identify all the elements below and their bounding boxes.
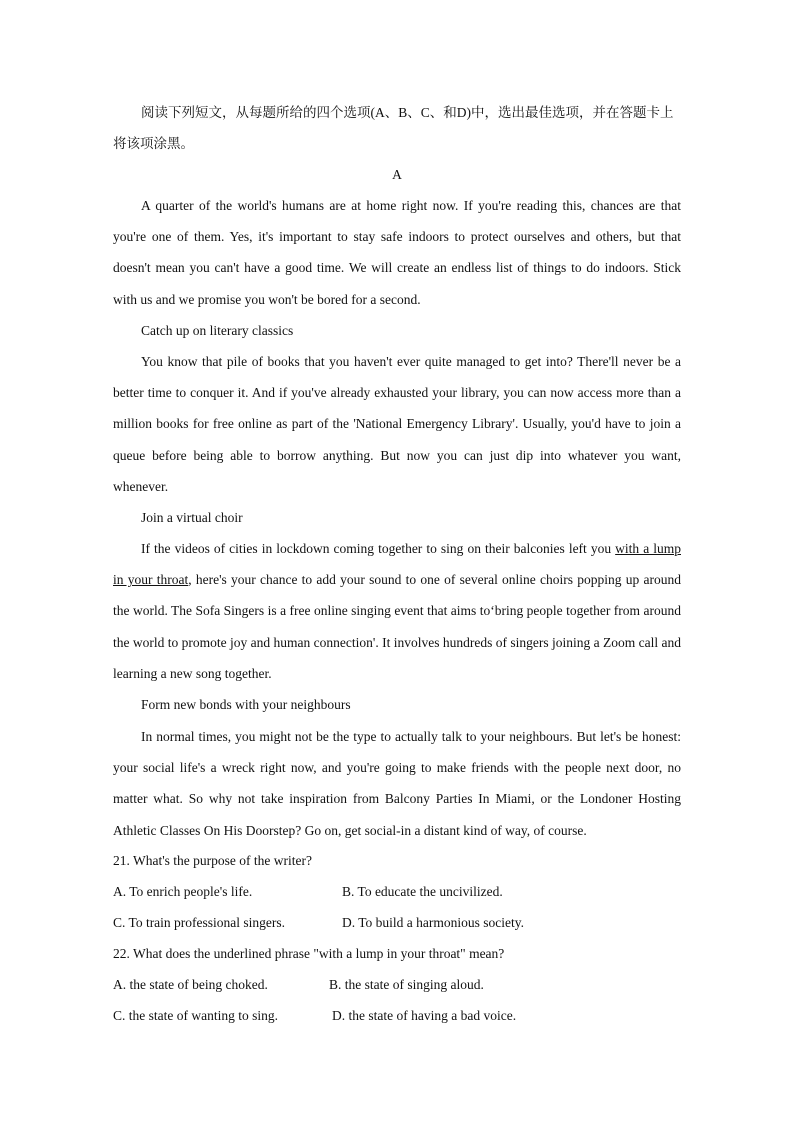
q22-option-d: D. the state of having a bad voice. (332, 1008, 517, 1023)
instructions: 阅读下列短文，从每题所给的四个选项(A、B、C、和D)中，选出最佳选项，并在答题卡上将该项涂黑。 (113, 105, 674, 152)
paragraph-literary-classics: You know that pile of books that you haven't ever quite managed to get into? There'll never be a better time to conquer it. And if you've already exhausted your library, you can now access more than a million books for free online as part of the 'National Emergency Library'. Usually, you'd have to join a queue before being able to borrow anything. But now you can just dip into whatever you want, whenever. (113, 354, 681, 494)
question-22-stem: 22. What does the underlined phrase "with a lump in your throat" mean? (113, 946, 505, 961)
paragraph-neighbours: In normal times, you might not be the type to actually talk to your neighbours. But let's be honest: your social life's a wreck right now, and you're going to make friends with the people next door, no matter what. So why not take inspiration from Balcony Parties In Miami, or the Londoner Hosting Athletic Classes On His Doorstep? Go on, get social-in a distant kind of way, of course. (113, 729, 681, 838)
heading-virtual-choir: Join a virtual choir (141, 510, 243, 525)
underlined-phrase: with a lump in your throat (113, 541, 681, 588)
q22-option-a: A. the state of being choked. (113, 977, 268, 992)
q21-option-b: B. To educate the uncivilized. (342, 884, 503, 899)
q21-option-d: D. To build a harmonious society. (342, 915, 525, 930)
q21-option-c: C. To train professional singers. (113, 915, 286, 930)
heading-literary-classics: Catch up on literary classics (141, 323, 294, 338)
heading-neighbours: Form new bonds with your neighbours (141, 697, 351, 712)
q22-option-c: C. the state of wanting to sing. (113, 1008, 278, 1023)
q22-option-b: B. the state of singing aloud. (329, 977, 484, 992)
section-label: A (392, 167, 402, 182)
paragraph-virtual-choir (113, 533, 681, 689)
choir-text-before: If the videos of cities in lockdown coming together to sing on their balconies left you (141, 541, 616, 556)
question-21-stem: 21. What's the purpose of the writer? (113, 853, 312, 868)
q21-option-a: A. To enrich people's life. (113, 884, 253, 899)
choir-text-after: , here's your chance to add your sound to one of several online choirs popping up around the world. The Sofa Singers is a free online singing event that aims to‘bring people together from around the world to promote joy and human connection'. It involves hundreds of singers joining a Zoom call and learning a new song together. (113, 572, 681, 681)
intro-paragraph: A quarter of the world's humans are at home right now. If you're reading this, chances are that you're one of them. Yes, it's important to stay safe indoors to protect ourselves and others, but that doesn't mean you can't have a good time. We will create an endless list of things to do indoors. Stick with us and we promise you won't be bored for a second. (113, 198, 681, 307)
